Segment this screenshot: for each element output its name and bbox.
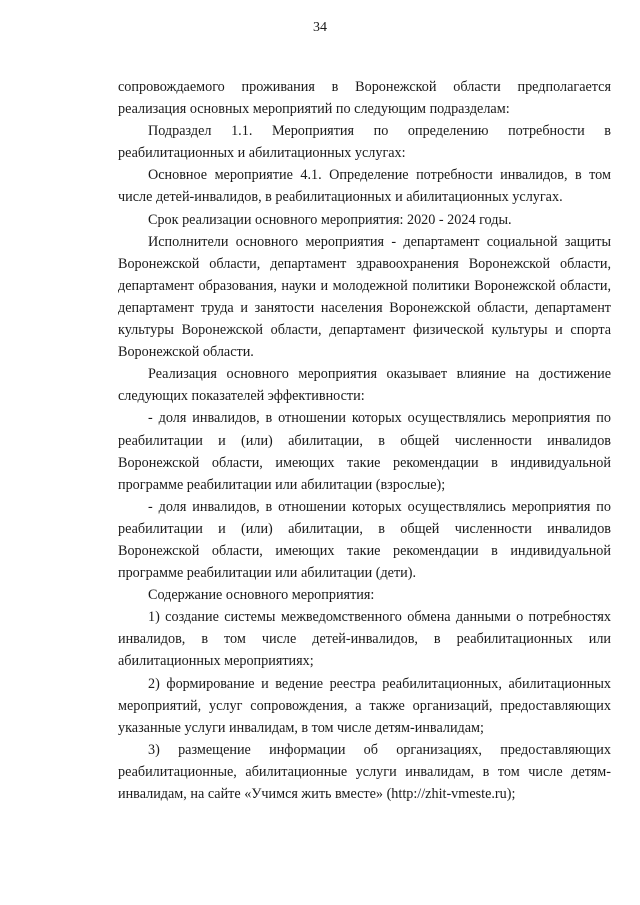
document-body xyxy=(118,76,611,805)
indicator-item-adults: - доля инвалидов, в отношении которых осуществлялись мероприятия по реабилитации и (или) абилитации, в общей численности инвалидов Воронежской области, имеющих такие рекомендации в индивидуальной программе реабилитации или абилитации (взрослые); xyxy=(118,410,611,493)
content-item-1: 1) создание системы межведомственного обмена данными о потребностях инвалидов, в том числе детей-инвалидов, в реабилитационных или абилитационных мероприятиях; xyxy=(118,609,611,670)
content-item-2: 2) формирование и ведение реестра реабилитационных, абилитационных мероприятий, услуг сопровождения, а также организаций, предоставляющих указанные услуги инвалидам, в том числе детям-инвалидам; xyxy=(118,675,611,736)
paragraph-intro-continuation: сопровождаемого проживания в Воронежской области предполагается реализация основных мероприятий по следующим подразделам: xyxy=(118,79,611,118)
paragraph-main-activity: Основное мероприятие 4.1. Определение потребности инвалидов, в том числе детей-инвалидов, в реабилитационных и абилитационных услугах. xyxy=(118,167,611,206)
content-item-3: 3) размещение информации об организациях, предоставляющих реабилитационные, абилитационные услуги инвалидам, в том числе детям-инвалидам, на сайте «Учимся жить вместе» (http://zhit-vmeste.ru); xyxy=(118,741,611,802)
paragraph-subsection-title: Подраздел 1.1. Мероприятия по определению потребности в реабилитационных и абилитационных услугах: xyxy=(118,123,611,162)
paragraph-indicators-intro: Реализация основного мероприятия оказывает влияние на достижение следующих показателей эффективности: xyxy=(118,366,611,405)
indicator-item-children: - доля инвалидов, в отношении которых осуществлялись мероприятия по реабилитации и (или) абилитации, в общей численности инвалидов Воронежской области, имеющих такие рекомендации в индивидуальной программе реабилитации или абилитации (дети). xyxy=(118,498,611,582)
paragraph-content-heading: Содержание основного мероприятия: xyxy=(148,587,375,604)
paragraph-implementation-period: Срок реализации основного мероприятия: 2020 - 2024 годы. xyxy=(148,211,512,228)
page-number: 34 xyxy=(313,20,327,35)
paragraph-executors: Исполнители основного мероприятия - департамент социальной защиты Воронежской области, департамент здравоохранения Воронежской области, департамент образования, науки и молодежной политики Воронежской области, департамент труда и занятости населения Воронежской области, департамент культуры Воронежской области, департамент физической культуры и спорта Воронежской области. xyxy=(118,233,611,361)
